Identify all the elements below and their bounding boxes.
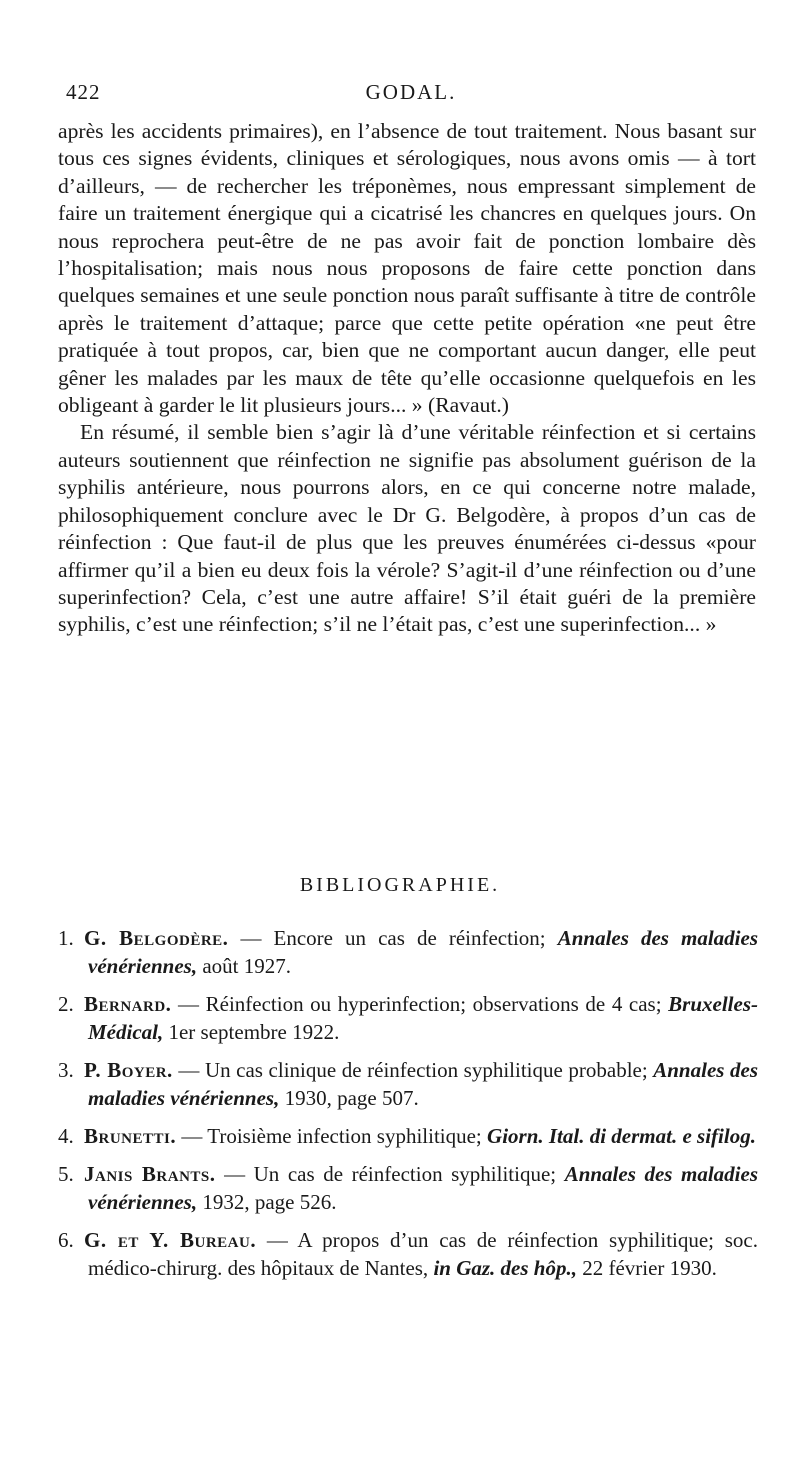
- bibliography-entry: [58, 1226, 758, 1282]
- entry-rest: 1er septembre 1922.: [163, 1020, 340, 1044]
- entry-author: P. Boyer.: [84, 1058, 173, 1082]
- entry-rest: 1930, page 507.: [279, 1086, 419, 1110]
- page-number: 422: [66, 80, 101, 104]
- entry-journal: Giorn. Ital. di dermat. e sifilog.: [487, 1124, 756, 1148]
- page-header: [66, 80, 756, 110]
- bibliography-entry: [58, 1056, 758, 1112]
- entry-text: — Un cas clinique de réinfection syphilitique probable;: [172, 1058, 654, 1082]
- entry-text: — Encore un cas de réinfection;: [228, 926, 558, 950]
- entry-author: G. Belgodère.: [84, 926, 229, 950]
- entry-rest: août 1927.: [197, 954, 291, 978]
- entry-author: Brunetti.: [84, 1124, 177, 1148]
- bibliography-entry: [58, 924, 758, 980]
- entry-journal: in Gaz. des hôp.,: [433, 1256, 577, 1280]
- entry-text: — Réinfection ou hyperinfection; observations de 4 cas;: [171, 992, 669, 1016]
- entry-text: — Un cas de réinfection syphilitique;: [215, 1162, 565, 1186]
- entry-number: 3.: [58, 1058, 74, 1082]
- bibliography-list: [58, 924, 758, 1292]
- paragraph: après les accidents primaires), en l’absence de tout traitement. Nous basant sur tous ces signes évidents, cliniques et sérologiques, nous avons omis — à tort d’ailleurs, — de rechercher les tréponèmes, nous empressant simplement de faire un traitement énergique qui a cicatrisé les chancres en quelques jours. On nous reprochera peut-être de ne pas avoir fait de ponction lombaire dès l’hospitalisation; mais nous nous proposons de faire cette ponction dans quelques semaines et une seule ponction nous paraît suffisante à titre de contrôle après le traitement d’attaque; parce que cette petite opération «ne peut être pratiquée à tout propos, car, bien que ne comportant aucun danger, elle peut gêner les malades par les maux de tête qu’elle occasionne quelquefois en les obligeant à garder le lit plusieurs jours... » (Ravaut.): [58, 119, 756, 418]
- entry-number: 2.: [58, 992, 74, 1016]
- entry-author: G. et Y. Bureau.: [84, 1228, 257, 1252]
- entry-text: — A propos d’un cas de réinfection syphilitique; soc. médico-chirurg. des hôpitaux de Nantes,: [88, 1228, 758, 1280]
- entry-author: Bernard.: [84, 992, 172, 1016]
- entry-journal: Annales des maladies vénériennes,: [88, 926, 758, 978]
- body-text: [58, 118, 756, 639]
- entry-number: 6.: [58, 1228, 74, 1252]
- entry-number: 4.: [58, 1124, 74, 1148]
- paragraph: En résumé, il semble bien s’agir là d’une véritable réinfection et si certains auteurs soutiennent que réinfection ne signifie pas absolument guérison de la syphilis antérieure, nous pourrons alors, en ce qui concerne notre malade, philosophiquement conclure avec le Dr G. Belgodère, à propos d’un cas de réinfection : Que faut-il de plus que les preuves énumérées ci-dessus «pour affirmer qu’il a bien eu deux fois la vérole? S’agit-il d’une réinfection ou d’une superinfection? Cela, c’est une autre affaire! S’il était guéri de la première syphilis, c’est une réinfection; s’il ne l’était pas, c’est une superinfection... »: [58, 420, 756, 637]
- bibliography-entry: [58, 1160, 758, 1216]
- entry-rest: 1932, page 526.: [197, 1190, 337, 1214]
- entry-number: 5.: [58, 1162, 74, 1186]
- entry-text: — Troisième infection syphilitique;: [176, 1124, 488, 1148]
- entry-journal: Bruxelles-Médical,: [88, 992, 758, 1044]
- entry-journal: Annales des maladies vénériennes,: [88, 1058, 758, 1110]
- entry-author: Janis Brants.: [84, 1162, 216, 1186]
- entry-number: 1.: [58, 926, 74, 950]
- running-head: GODAL.: [365, 80, 457, 104]
- bibliography-entry: [58, 1122, 758, 1150]
- entry-journal: Annales des maladies vénériennes,: [88, 1162, 758, 1214]
- bibliography-entry: [58, 990, 758, 1046]
- entry-rest: 22 février 1930.: [576, 1256, 717, 1280]
- bibliography-title: BIBLIOGRAPHIE.: [299, 874, 501, 896]
